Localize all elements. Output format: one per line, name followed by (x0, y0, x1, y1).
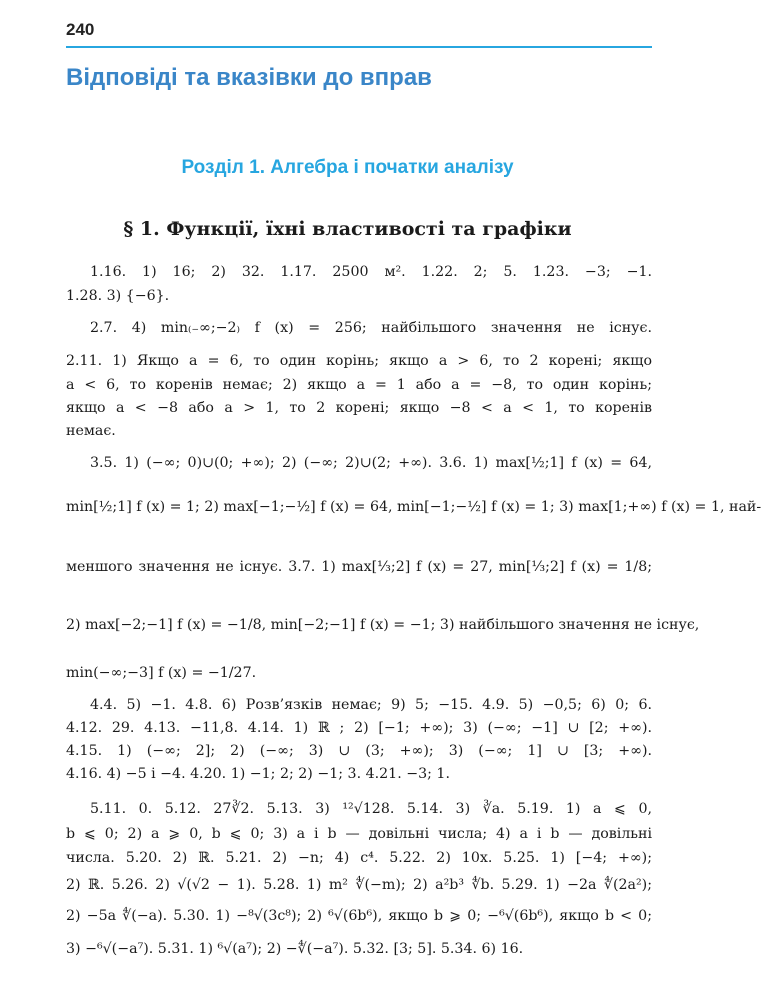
paragraph-heading: § 1. Функції, їхні властивості та графіки (123, 218, 572, 240)
answer-line: 2.7. 4) min₍₋∞;−2₎ f (x) = 256; найбільшого значення не існує. (90, 320, 652, 336)
answer-line: 2.11. 1) Якщо a = 6, то один корінь; якщо a > 6, то 2 корені; якщо (66, 353, 652, 369)
answer-line: 3) −⁶√(−a⁷). 5.31. 1) ⁶√(a⁷); 2) −∜(−a⁷). 5.32. [3; 5]. 5.34. 6) 16. (66, 941, 524, 957)
answer-line: 4.15. 1) (−∞; 2]; 2) (−∞; 3) ∪ (3; +∞); 3) (−∞; 1] ∪ [3; +∞). (66, 743, 652, 759)
answer-line: меншого значення не існує. 3.7. 1) max[⅓;2] f (x) = 27, min[⅓;2] f (x) = 1/8; (66, 559, 652, 575)
answer-line: 5.11. 0. 5.12. 27∛2. 5.13. 3) ¹²√128. 5.14. 3) ∛a. 5.19. 1) a ⩽ 0, (90, 801, 652, 817)
answer-line: 2) ℝ. 5.26. 2) √(√2 − 1). 5.28. 1) m² ∜(−m); 2) a²b³ ∜b. 5.29. 1) −2a ∜(2a²); (66, 877, 652, 893)
answer-line: b ⩽ 0; 2) a ⩾ 0, b ⩽ 0; 3) a і b — довільні числа; 4) a і b — довільні (66, 826, 652, 842)
answer-line: 4.4. 5) −1. 4.8. 6) Розв’язків немає; 9) 5; −15. 4.9. 5) −0,5; 6) 0; 6. (90, 697, 652, 713)
header-rule (66, 46, 652, 48)
answer-line: 3.5. 1) (−∞; 0)∪(0; +∞); 2) (−∞; 2)∪(2; +∞). 3.6. 1) max[½;1] f (x) = 64, (90, 455, 652, 471)
answer-line: немає. (66, 423, 116, 439)
answer-line: якщо a < −8 або a > 1, то 2 корені; якщо −8 < a < 1, то коренів (66, 400, 652, 416)
page-number: 240 (66, 20, 95, 39)
answer-line: числа. 5.20. 2) ℝ. 5.21. 2) −n; 4) c⁴. 5.22. 2) 10x. 5.25. 1) [−4; +∞); (66, 850, 652, 866)
answer-line: 4.12. 29. 4.13. −11,8. 4.14. 1) ℝ ; 2) [−1; +∞); 3) (−∞; −1] ∪ [2; +∞). (66, 720, 652, 736)
answer-line: 1.16. 1) 16; 2) 32. 1.17. 2500 м². 1.22. 2; 5. 1.23. −3; −1. (90, 264, 652, 280)
answer-line: min[½;1] f (x) = 1; 2) max[−1;−½] f (x) = 64, min[−1;−½] f (x) = 1; 3) max[1;+∞) f (x) = 1, най- (66, 499, 761, 515)
section-heading: Розділ 1. Алгебра і початки аналізу (181, 157, 514, 178)
answer-line: min(−∞;−3] f (x) = −1/27. (66, 665, 257, 681)
answer-line: 1.28. 3) {−6}. (66, 288, 170, 304)
answer-line: 2) max[−2;−1] f (x) = −1/8, min[−2;−1] f (x) = −1; 3) найбільшого значення не існує, (66, 617, 700, 633)
answer-line: a < 6, то коренів немає; 2) якщо a = 1 або a = −8, то один корінь; (66, 377, 652, 393)
page-title: Відповіді та вказівки до вправ (66, 64, 432, 91)
answer-line: 2) −5a ∜(−a). 5.30. 1) −⁸√(3c⁸); 2) ⁶√(6b⁶), якщо b ⩾ 0; −⁶√(6b⁶), якщо b < 0; (66, 908, 652, 924)
answer-line: 4.16. 4) −5 і −4. 4.20. 1) −1; 2; 2) −1; 3. 4.21. −3; 1. (66, 766, 450, 782)
